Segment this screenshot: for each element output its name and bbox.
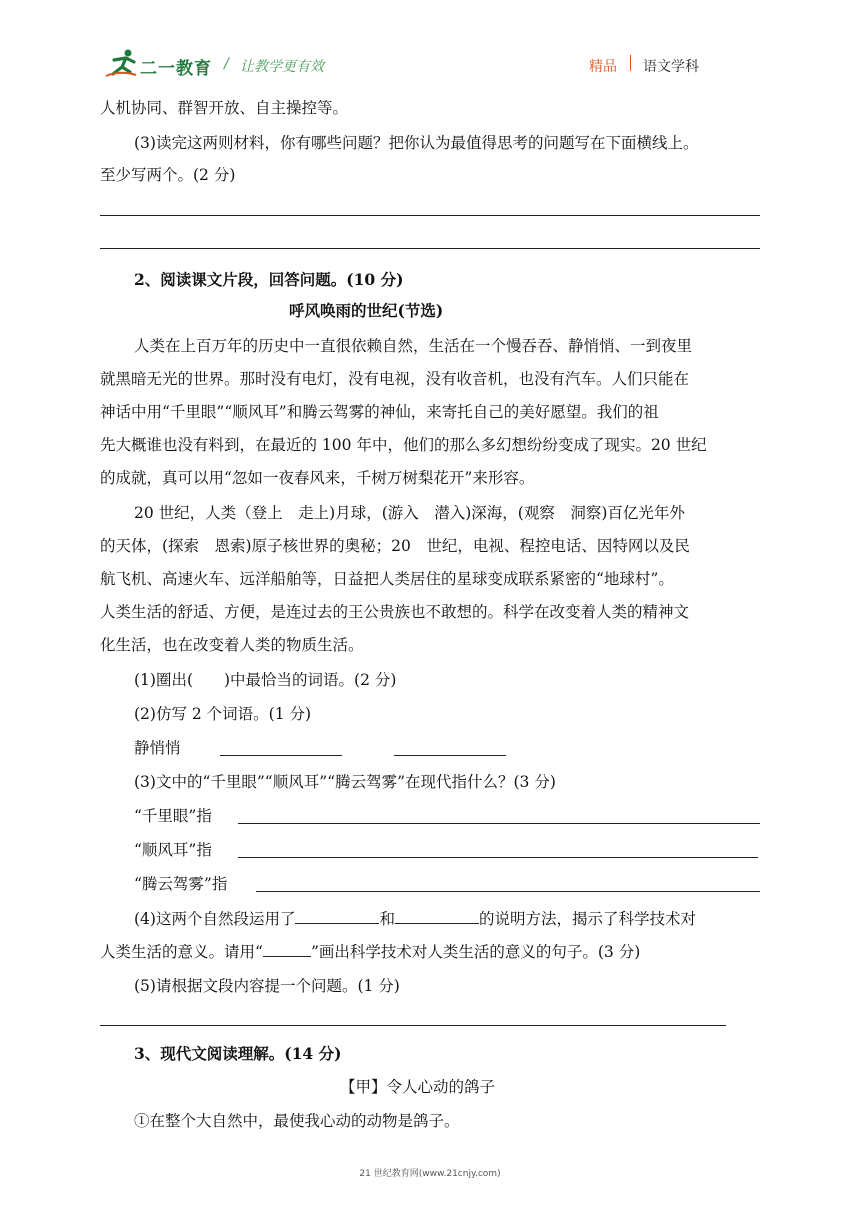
section-heading: 2、阅读课文片段，回答问题。(10 分) — [134, 270, 404, 289]
header-divider — [630, 55, 631, 71]
question-text — [100, 942, 640, 962]
quality-badge: 精品 — [589, 59, 617, 75]
passage-line: 航飞机、高速火车、远洋船舶等，日益把人类居住的星球变成联系紧密的“地球村”。 — [100, 570, 674, 588]
underline-sample — [263, 942, 311, 957]
question-text: (2)仿写 2 个词语。(1 分) — [134, 705, 312, 723]
question-text: (3)读完这两则材料，你有哪些问题？把你认为最值得思考的问题写在下面横线上。 — [134, 134, 699, 152]
question-segment: 和 — [379, 910, 395, 928]
page-header — [0, 0, 860, 90]
passage-line: 先大概谁也没有料到，在最近的 100 年中，他们的那么多幻想纷纷变成了现实。20 世纪 — [100, 436, 707, 454]
question-text: (1)圈出( )中最恰当的词语。(2 分) — [134, 671, 397, 689]
answer-line[interactable] — [100, 248, 760, 249]
passage-line: 的天体，(探索 恩索)原子核世界的奥秘；20 世纪，电视、程控电话、因特网以及民 — [100, 537, 690, 555]
passage-line: ①在整个大自然中，最使我心动的动物是鸽子。 — [134, 1112, 460, 1130]
answer-line[interactable] — [100, 1025, 726, 1026]
answer-prompt: “顺风耳”指 — [134, 841, 212, 859]
answer-line[interactable] — [238, 857, 758, 858]
brand-slogan: 让教学更有效 — [240, 59, 324, 75]
passage-line: 人类在上百万年的历史中一直很依赖自然，生活在一个慢吞吞、静悄悄、一到夜里 — [134, 337, 693, 355]
passage-title: 呼风唤雨的世纪(节选) — [289, 301, 444, 320]
running-figure-logo-icon — [104, 48, 138, 78]
answer-line[interactable] — [100, 215, 760, 216]
passage-line: 神话中用“千里眼”“顺风耳”和腾云驾雾的神仙，来寄托自己的美好愿望。我们的祖 — [100, 403, 659, 421]
answer-line[interactable] — [238, 823, 760, 824]
question-segment: ”画出科学技术对人类生活的意义的句子。(3 分) — [310, 943, 641, 961]
page-footer: 21 世纪教育网(www.21cnjy.com) — [359, 1169, 501, 1179]
header-slash: / — [224, 56, 229, 72]
answer-blank[interactable] — [295, 909, 379, 924]
question-segment: 的说明方法，揭示了科学技术对 — [478, 910, 696, 928]
passage-line: 20 世纪，人类（登上 走上)月球，(游入 潜入)深海，(观察 洞察)百亿光年外 — [134, 504, 685, 522]
text-line: 人机协同、群智开放、自主操控等。 — [100, 99, 349, 117]
question-text: 至少写两个。(2 分) — [100, 166, 236, 184]
answer-prompt: “千里眼”指 — [134, 807, 212, 825]
subject-label: 语文学科 — [643, 59, 699, 75]
answer-blank[interactable] — [395, 909, 479, 924]
answer-line[interactable] — [256, 891, 760, 892]
question-segment: 人类生活的意义。请用“ — [100, 943, 263, 961]
answer-prompt: “腾云驾雾”指 — [134, 875, 228, 893]
answer-blank[interactable] — [394, 755, 506, 756]
question-text — [134, 909, 696, 929]
section-heading: 3、现代文阅读理解。(14 分) — [134, 1044, 342, 1063]
question-text: (3)文中的“千里眼”“顺风耳”“腾云驾雾”在现代指什么？(3 分) — [134, 773, 556, 791]
answer-blank[interactable] — [220, 755, 342, 756]
passage-line: 人类生活的舒适、方便，是连过去的王公贵族也不敢想的。科学在改变着人类的精神文 — [100, 603, 690, 621]
brand-logo-text: 二一教育 — [140, 59, 212, 79]
passage-title: 【甲】令人心动的鸽子 — [340, 1078, 496, 1096]
imitation-word: 静悄悄 — [134, 739, 181, 757]
passage-line: 化生活，也在改变着人类的物质生活。 — [100, 636, 364, 654]
passage-line: 就黑暗无光的世界。那时没有电灯，没有电视，没有收音机，也没有汽车。人们只能在 — [100, 370, 690, 388]
passage-line: 的成就，真可以用“忽如一夜春风来，千树万树梨花开”来形容。 — [100, 469, 535, 487]
question-text: (5)请根据文段内容提一个问题。(1 分) — [134, 977, 400, 995]
question-segment: (4)这两个自然段运用了 — [134, 910, 296, 928]
